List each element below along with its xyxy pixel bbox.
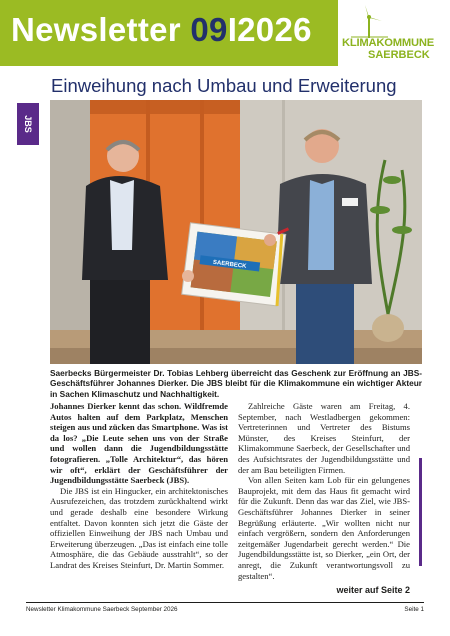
article-column-1 (50, 401, 228, 571)
article-lead: Johannes Dierker kennt das schon. Wildfremde Autos halten auf dem Parkplatz, Menschen steigen aus und zücken das Smartphone. Was ist da los? „Die Leute sehen uns von der Straße und wollen dann die Jugendbildungsstätte fotografieren. „Tolle Architektur“, das hören wir oft“, erklärt der Geschäftsführer der Jugendbildungsstätte Saerbeck (JBS). (50, 401, 228, 486)
footer-page-number: Seite 1 (404, 606, 424, 613)
logo-saerbeck: SAERBECK (368, 49, 430, 61)
photo-caption: Saerbecks Bürgermeister Dr. Tobias Lehberg überreicht das Geschenk zur Eröffnung an JBS-Geschäftsführer Johannes Dierker. Die JBS bleibt für die Klimakommune ein wichtiger Akteur in Sachen Klimaschutz und Nachhaltigkeit. (50, 368, 422, 399)
logo-klimakommune: KLIMAKOMMUNE (342, 37, 435, 49)
article-paragraph: Von allen Seiten kam Lob für ein gelungenes Bauprojekt, mit dem das Haus fit gemacht wird für die Zukunft. Denn das war das Ziel, wie JBS-Geschäftsführer Johannes Dierker in seiner Begrüßung erläuterte. „Wir wollten nicht nur einfach vergrößern, sondern den Anforderungen zeitgemäßer Jugendarbeit gerecht werden.“ Die Jugendbildungsstätte ist, so Dierker, „ein Ort, der anregt, die Zukunft verantwortungsvoll zu gestalten“. (238, 475, 410, 581)
article-paragraph: Die JBS ist ein Hingucker, ein architektonisches Ausrufezeichen, das trotzdem zurückhaltend wirkt und gerade deshalb eine besondere Wirkung entfaltet. Davon konnten sich jetzt die Gäste der offiziellen Einweihung der JBS nach Umbau und Erweiterung überzeugen. „Das ist einfach eine tolle Atmosphäre, die das Gebäude ausstrahlt“, so der Landrat des Kreises Steinfurt, Dr. Martin Sommer. (50, 485, 228, 570)
continue-link[interactable]: weiter auf Seite 2 (336, 585, 410, 595)
article-photo (50, 100, 422, 364)
wind-turbine-logo-icon (346, 4, 392, 38)
newsletter-title: Newsletter 09I2026 (11, 11, 312, 48)
article-paragraph: Zahlreiche Gäste waren am Freitag, 4. September, nach Westladbergen gekommen: Vertreterinnen und Vertreter des Bistums Münster, des Kreises Steinfurt, der Klimakommune Saerbeck, der Gesellschafter und des Aufsichtsrates der Jugendbildungsstätte und der am Bau beteiligten Firmen. (238, 401, 410, 475)
footer-divider (26, 602, 424, 603)
article-column-2 (238, 401, 410, 581)
article-headline: Einweihung nach Umbau und Erweiterung (51, 75, 397, 96)
poster-saerbeck-label: SAERBECK (212, 259, 247, 270)
footer-publication: Newsletter Klimakommune Saerbeck September 2026 (26, 606, 178, 613)
accent-bar (419, 458, 422, 566)
section-tab-jbs: JBS (17, 103, 39, 145)
